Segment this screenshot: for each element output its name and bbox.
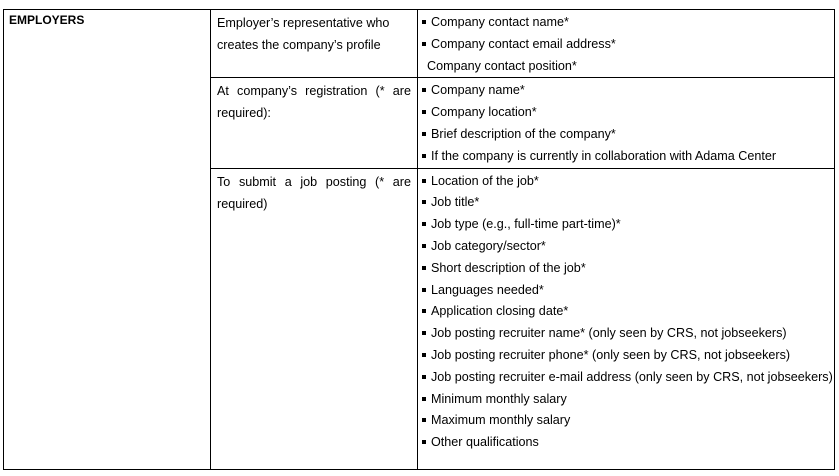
field-list bbox=[420, 171, 834, 454]
list-item: Company location* bbox=[420, 102, 834, 124]
list-item: Application closing date* bbox=[420, 301, 834, 323]
row-description bbox=[211, 10, 418, 78]
list-item: Company contact position* bbox=[427, 58, 577, 73]
list-item: Job posting recruiter name* (only seen by CRS, not jobseekers) bbox=[420, 323, 834, 345]
section-title: EMPLOYERS bbox=[4, 10, 211, 470]
list-item: Languages needed* bbox=[420, 280, 834, 302]
field-list-cell bbox=[418, 168, 835, 469]
list-item: Short description of the job* bbox=[420, 258, 834, 280]
list-item: Job posting recruiter e-mail address (only seen by CRS, not jobseekers) bbox=[420, 367, 834, 389]
list-item: If the company is currently in collaboration with Adama Center bbox=[420, 146, 834, 168]
field-list bbox=[420, 12, 834, 77]
list-item: Other qualifications bbox=[420, 432, 834, 454]
table-row bbox=[4, 10, 835, 78]
field-list-cell bbox=[418, 78, 835, 168]
row-description-text: Employer’s representative who creates the company’s profile bbox=[217, 16, 390, 52]
row-description-text: To submit a job posting (* are required) bbox=[217, 174, 411, 211]
employers-requirements-table bbox=[3, 9, 835, 470]
list-item: Job type (e.g., full-time part-time)* bbox=[420, 214, 834, 236]
list-item: Company contact name* bbox=[420, 12, 834, 34]
list-item: Company contact email address* bbox=[420, 34, 834, 56]
list-item: Minimum monthly salary bbox=[420, 389, 834, 411]
row-description-text: At company’s registration (* are required): bbox=[217, 84, 411, 121]
field-list bbox=[420, 80, 834, 167]
row-description bbox=[211, 78, 418, 168]
list-item: Job posting recruiter phone* (only seen by CRS, not jobseekers) bbox=[420, 345, 834, 367]
list-item: Job category/sector* bbox=[420, 236, 834, 258]
list-item: Location of the job* bbox=[420, 171, 834, 193]
list-item: Brief description of the company* bbox=[420, 124, 834, 146]
list-item: Job title* bbox=[420, 192, 834, 214]
field-list-cell bbox=[418, 10, 835, 78]
list-item: Maximum monthly salary bbox=[420, 410, 834, 432]
list-item: Company name* bbox=[420, 80, 834, 102]
row-description bbox=[211, 168, 418, 469]
